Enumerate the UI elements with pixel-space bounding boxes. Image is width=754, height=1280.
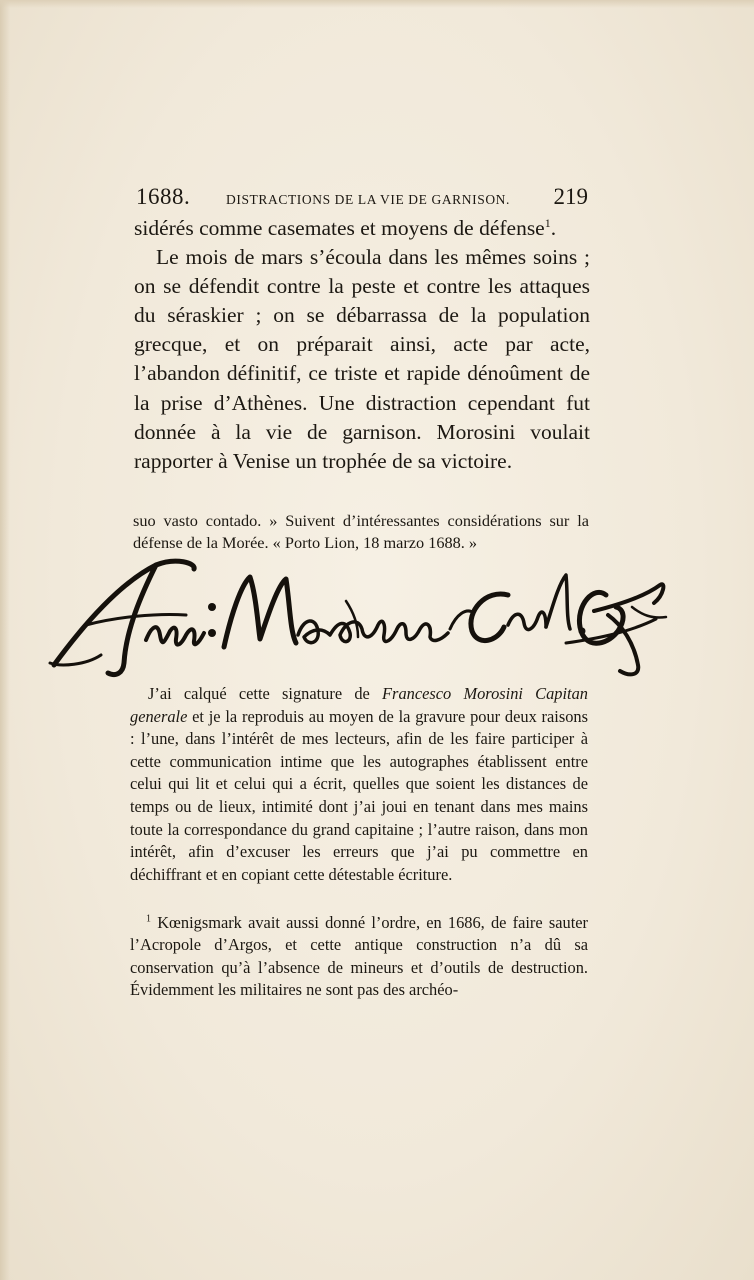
- footnote: [130, 912, 588, 1002]
- page-edge-shadow: [0, 0, 10, 1280]
- main-text: [134, 214, 590, 476]
- commentary-text-rest: et je la reproduis au moyen de la gravure pour deux raisons : l’une, dans l’intérêt de mes lecteurs, afin de les faire participer à cette communication intime que les autographes établissent entre celui qui lit et celui qui a écrit, quelles que soient les distances de temps ou de lieux, intimité dont j’ai joui en tenant dans mes mains toute la correspondance du grand capitaine ; l’autre raison, dans mon intérêt, afin d’excuser les erreurs que j’ai pu commettre en déchiffrant et en copiant cette détestable écriture.: [130, 706, 588, 884]
- header-year: 1688.: [136, 184, 191, 209]
- continuation-text: sidérés comme casemates et moyens de défense: [134, 216, 545, 240]
- footnote-paragraph: [130, 912, 588, 1002]
- footnote-reference: 1: [544, 215, 551, 230]
- signature-commentary: [130, 683, 588, 886]
- page-top-shadow: [0, 0, 754, 8]
- header-title: DISTRACTIONS DE LA VIE DE GARNISON.: [226, 192, 510, 207]
- letter-quote-text: suo vasto contado. » Suivent d’intéressantes considérations sur la défense de la Morée. « Porto Lion, 18 marzo 1688. »: [133, 511, 589, 552]
- footnote-text: Kœnigsmark avait aussi donné l’ordre, en 1686, de faire sauter l’Acropole d’Argos, et cette antique construction n’a dû sa conservation qu’à l’absence de mineurs et d’outils de destruction. Évidemment les militaires ne sont pas des archéo-: [130, 913, 588, 1000]
- continuation-period: .: [550, 216, 557, 240]
- signature-name-italic: Francesco Morosini Capitan generale: [130, 684, 588, 726]
- paragraph-continuation: [134, 214, 590, 243]
- footnote-marker: 1: [146, 913, 151, 925]
- letter-quote-end: [133, 510, 589, 554]
- morosini-signature-image: [46, 555, 670, 685]
- commentary-paragraph: [130, 683, 588, 886]
- running-header: [136, 184, 590, 214]
- paragraph-march: Le mois de mars s’écoula dans les mêmes soins ; on se défendit contre la peste et contre les attaques du séraskier ; on se débarrassa de la population grecque, et on préparait ainsi, acte par acte, l’abandon définitif, ce triste et rapide dénoûment de la prise d’Athènes. Une distraction cependant fut donnée à la vie de garnison. Morosini voulait rapporter à Venise un trophée de sa victoire.: [134, 245, 590, 473]
- commentary-text-start: J’ai calqué cette signature de: [148, 684, 370, 703]
- page-number: 219: [553, 184, 588, 209]
